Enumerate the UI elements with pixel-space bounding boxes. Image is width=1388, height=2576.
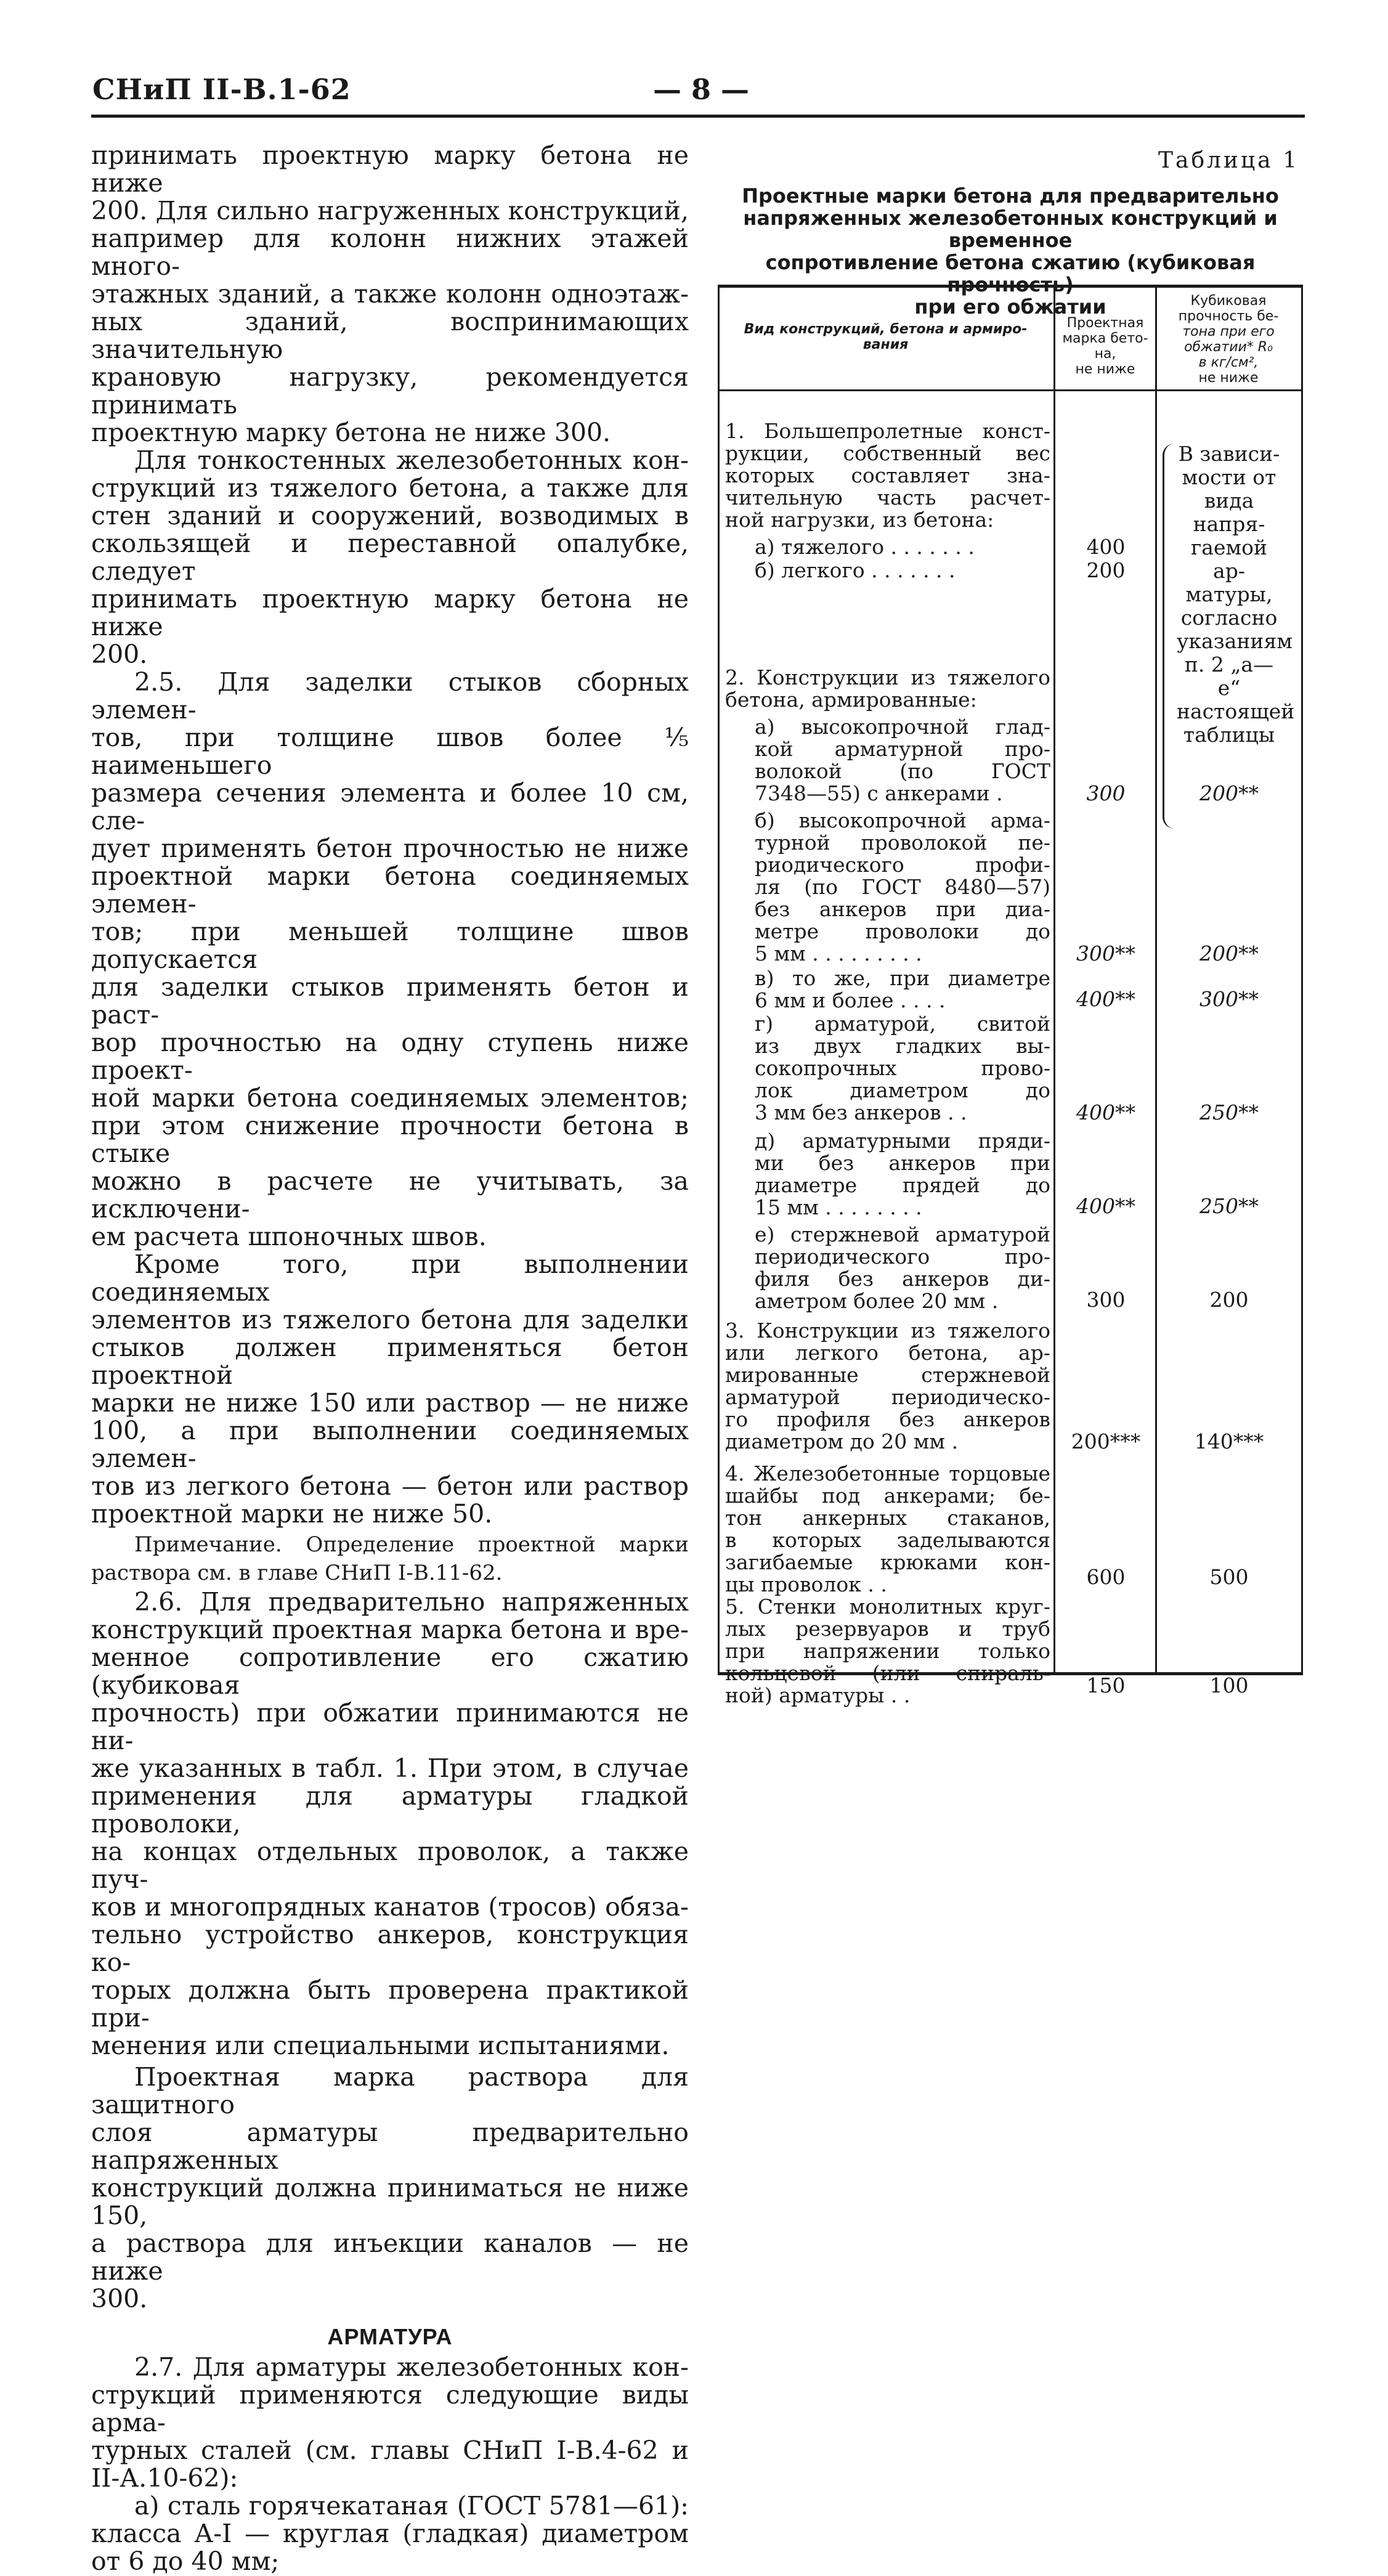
table-column-divider	[1155, 285, 1157, 1674]
text-line: элементов из тяжелого бетона для заделки	[91, 1305, 689, 1335]
cell-line: ной) арматуры . .	[725, 1683, 911, 1707]
header-line: не ниже	[1075, 362, 1135, 377]
table-row-3-grade: 200***	[1071, 1429, 1141, 1453]
text-line: скользящей и переставной опалубке, следует	[91, 529, 689, 586]
header-line: Вид конструкций, бетона и армиро-	[744, 322, 1028, 337]
text-line: менения или специальными испытаниями.	[91, 2031, 670, 2060]
text-line: Проектная марка раствора для защитного	[91, 2062, 689, 2119]
text-line: этажных зданий, а также колонн одноэтаж-	[91, 279, 689, 309]
text-line: 200. Для сильно нагруженных конструкций,	[91, 196, 689, 226]
document-code: СНиП II-В.1-62	[92, 73, 351, 106]
paragraph-intro	[91, 142, 689, 447]
note-line: согласно	[1180, 606, 1278, 630]
text-line: проектную марку бетона не ниже 300.	[91, 418, 611, 447]
table-row-2a-grade: 300	[1086, 781, 1126, 805]
cell-line: б) высокопрочной арма-	[755, 808, 1050, 832]
text-line: прочность) при обжатии принимаются не ни-	[91, 1698, 689, 1755]
table-row-2c-text	[755, 967, 1050, 1012]
text-line: ков и многопрядных канатов (тросов) обяза-	[91, 1892, 689, 1922]
text-line: ной марки бетона соединяемых элементов;	[91, 1083, 689, 1113]
cell-line: риодического профи-	[755, 853, 1050, 877]
text-line: ем расчета шпоночных швов.	[91, 1222, 487, 1251]
text-line: вор прочностью на одну ступень ниже проект-	[91, 1028, 689, 1085]
table-border-right	[1301, 285, 1303, 1674]
table-row-5-grade: 150	[1086, 1673, 1126, 1697]
paragraph-joints	[91, 1251, 689, 1528]
cell-line: е) стержневой арматурой	[755, 1222, 1050, 1246]
cell-line: цы проволок . .	[725, 1572, 887, 1596]
table-row-1b-grade: 200	[1086, 558, 1126, 582]
text-line: тельно устройство анкеров, конструкция ко-	[91, 1920, 689, 1977]
text-line: струкций применяются следующие виды арма-	[91, 2380, 689, 2437]
cell-line: или легкого бетона, ар-	[725, 1341, 1050, 1365]
title-line: напряженных железобетонных конструкций и временное	[743, 206, 1278, 252]
table-header-rule	[718, 389, 1303, 391]
cell-line: ми без анкеров при	[755, 1151, 1050, 1175]
cell-line: метре проволоки до	[755, 919, 1050, 943]
cell-line: которых составляет зна-	[725, 463, 1050, 487]
table-row-4-strength: 500	[1209, 1565, 1249, 1589]
table-row-2d-text	[755, 1013, 1050, 1124]
cell-line: арматурой периодическо-	[725, 1385, 1050, 1409]
note-line: п. 2 „а—е“	[1184, 652, 1274, 700]
text-line: класса А-I — круглая (гладкая) диаметром	[91, 2519, 689, 2548]
table-row-4-grade: 600	[1086, 1565, 1126, 1589]
table-row-2e-strength: 250**	[1199, 1194, 1259, 1218]
text-line: проектной марки не ниже 50.	[91, 1499, 493, 1529]
text-line: можно в расчете не учитывать, за исключени-	[91, 1166, 689, 1224]
text-line: Кроме того, при выполнении соединяемых	[91, 1249, 689, 1307]
cell-line: без анкеров при диа-	[755, 897, 1050, 921]
cell-line: 3 мм без анкеров . .	[755, 1100, 967, 1124]
table-row-1-strength-note	[1177, 442, 1295, 747]
text-line: стен зданий и сооружений, возводимых в	[91, 501, 689, 530]
cell-line: лых резервуаров и труб	[725, 1617, 1050, 1641]
table	[718, 285, 1303, 1677]
table-row-3-text	[725, 1320, 1050, 1453]
text-line: при этом снижение прочности бетона в стыке	[91, 1111, 689, 1168]
header-line: марка бето-	[1062, 331, 1148, 346]
header-line: прочность бе-	[1178, 309, 1279, 324]
cell-line: периодического про-	[755, 1245, 1050, 1269]
note-line: указаниям	[1177, 629, 1293, 653]
text-line: применения для арматуры гладкой проволоки,	[91, 1781, 689, 1839]
cell-line: мированные стержневой	[725, 1363, 1050, 1387]
title-line: Проектные марки бетона для предварительно	[742, 184, 1279, 208]
table-row-2d-grade: 400**	[1076, 1100, 1135, 1124]
table-row-3-strength: 140***	[1194, 1429, 1264, 1453]
header-line: в кг/см²,	[1198, 355, 1259, 370]
text-line: Для тонкостенных железобетонных кон-	[134, 445, 689, 475]
table-row-2e-grade: 400**	[1076, 1194, 1135, 1218]
note-line: таблицы	[1183, 723, 1275, 747]
header-rule	[91, 115, 1305, 118]
table-row-2c-strength: 300**	[1199, 987, 1259, 1011]
table-row-2b-grade: 300**	[1076, 941, 1135, 965]
table-row-1-text	[725, 420, 1050, 531]
text-line: для заделки стыков применять бетон и раст-	[91, 972, 689, 1030]
text-line: проектной марки бетона соединяемых элемен-	[91, 861, 689, 919]
header-line: не ниже	[1198, 370, 1259, 386]
note-line: мости от	[1182, 465, 1276, 489]
text-line: принимать проектную марку бетона не ниже	[91, 584, 689, 641]
table-border-left	[718, 285, 720, 1674]
text-line: на концах отдельных проволок, а также пуч-	[91, 1837, 689, 1894]
text-line: стыков должен применяться бетон проектной	[91, 1333, 689, 1390]
cell-line: б) легкого . . . . . . .	[755, 558, 956, 582]
table-column-divider	[1053, 285, 1055, 1674]
cell-line: при напряжении только	[725, 1639, 1050, 1663]
text-line: тов; при меньшей толщине швов допускается	[91, 917, 689, 974]
cell-line: 1. Большепролетные конст-	[725, 419, 1050, 443]
note-line: Примечание. Определение проектной марки	[134, 1532, 689, 1557]
text-line: дует применять бетон прочностью не ниже	[91, 834, 689, 863]
table-row-2f-strength: 200	[1209, 1288, 1249, 1312]
cell-line: ля (по ГОСТ 8480—57)	[755, 875, 1050, 899]
note-line: вида напря-	[1193, 489, 1265, 536]
table-row-5-text	[725, 1596, 1050, 1662]
text-line: например для колонн нижних этажей много-	[91, 224, 689, 281]
left-column	[91, 142, 689, 2575]
cell-line: лок диаметром до	[755, 1078, 1050, 1102]
text-line: же указанных в табл. 1. При этом, в случае	[91, 1753, 689, 1783]
table-top-rule	[718, 285, 1303, 288]
table-row-2b-text	[755, 810, 1050, 965]
text-line: конструкций проектная марка бетона и вре-	[91, 1615, 689, 1644]
text-line: слоя арматуры предварительно напряженных	[91, 2118, 689, 2175]
table-row-2f-grade: 300	[1086, 1288, 1126, 1312]
text-line: 300.	[91, 2284, 148, 2314]
cell-line: г) арматурой, свитой	[755, 1012, 1050, 1036]
text-line: 100, а при выполнении соединяемых элемен-	[91, 1416, 689, 1473]
paragraph-2-5	[91, 668, 689, 1251]
table-row-4-text	[725, 1463, 1050, 1596]
cell-line: 2. Конструкции из тяжелого	[725, 665, 1050, 689]
header-line: обжатии* R₀	[1184, 339, 1273, 355]
cell-line: диаметре прядей до	[755, 1173, 1050, 1197]
text-line: ных зданий, воспринимающих значительную	[91, 307, 689, 364]
table-row-2-text	[725, 667, 1050, 711]
text-line: конструкций должна приниматься не ниже 150,	[91, 2173, 689, 2230]
text-line: тов, при толщине швов более ⅕ наименьшего	[91, 723, 689, 780]
paragraph-2-7	[91, 2354, 689, 2492]
text-line: турных сталей (см. главы СНиП I-В.4-62 и	[91, 2436, 689, 2465]
cell-line: 15 мм . . . . . . . .	[755, 1195, 922, 1219]
note-line: раствора см. в главе СНиП I-В.11-62.	[91, 1561, 503, 1585]
cell-line: а) высокопрочной глад-	[755, 715, 1050, 739]
cell-line: диаметром до 20 мм .	[725, 1429, 959, 1453]
note-line: гаемой ар-	[1190, 535, 1268, 583]
text-line: 2.7. Для арматуры железобетонных кон-	[134, 2352, 689, 2382]
paragraph-2-7-a	[91, 2492, 689, 2575]
cell-line: рукции, собственный вес	[725, 441, 1050, 465]
cell-line: загибаемые крюками кон-	[725, 1550, 1050, 1574]
table-row-2a-text	[755, 716, 1050, 805]
cell-line: 4. Железобетонные торцовые	[725, 1461, 1050, 1485]
header-line: вания	[862, 337, 909, 352]
text-line: 2.6. Для предварительно напряженных	[134, 1587, 689, 1617]
section-title: АРМАТУРА	[327, 2324, 453, 2349]
header-line: Проектная	[1066, 315, 1144, 331]
table-row-2b-strength: 200**	[1199, 941, 1259, 965]
table-row-1a-grade: 400	[1086, 535, 1126, 559]
column-header-construction	[724, 322, 1047, 352]
note	[91, 1533, 689, 1585]
cell-line: кой арматурной про-	[755, 737, 1050, 761]
cell-line: 5 мм . . . . . . . . .	[755, 941, 922, 965]
cell-line: 6 мм и более . . . .	[755, 988, 946, 1012]
cell-line: филя без анкеров ди-	[755, 1267, 1050, 1291]
text-line: II-А.10-62):	[91, 2463, 238, 2493]
title-line: при его обжатии	[914, 295, 1106, 319]
cell-line: тон анкерных стаканов,	[725, 1506, 1050, 1530]
table-row-2c-grade: 400**	[1076, 987, 1135, 1011]
cell-line: в) то же, при диаметре	[755, 966, 1050, 990]
text-line: крановую нагрузку, рекомендуется принимать	[91, 362, 689, 420]
cell-line: сокопрочных прово-	[755, 1056, 1050, 1080]
header-line: Кубиковая	[1190, 293, 1267, 309]
cell-line: из двух гладких вы-	[755, 1034, 1050, 1058]
page-number: — 8 —	[653, 73, 750, 106]
title-line: сопротивление бетона сжатию (кубиковая прочность)	[765, 251, 1256, 296]
text-line: от 6 до 40 мм;	[91, 2546, 280, 2576]
cell-line: го профиля без анкеров	[725, 1407, 1050, 1431]
table-row-2f-text	[755, 1224, 1050, 1312]
text-line: размера сечения элемента и более 10 см, сле-	[91, 778, 689, 835]
column-header-strength	[1158, 293, 1299, 386]
text-line: марки не ниже 150 или раствор — не ниже	[91, 1388, 689, 1418]
paragraph-2-6	[91, 1588, 689, 2060]
cell-line: кольцевой (или спираль-	[725, 1661, 1050, 1685]
header-line: на,	[1094, 346, 1116, 362]
note-line: В зависи-	[1178, 442, 1280, 466]
table-row-5-strength: 100	[1209, 1673, 1249, 1697]
paragraph-mortar	[91, 2063, 689, 2313]
header-line: тона при его	[1182, 324, 1275, 339]
note-line: настоящей	[1177, 699, 1295, 723]
cell-line: 5. Стенки монолитных круг-	[725, 1595, 1050, 1619]
cell-line: а) тяжелого . . . . . . .	[755, 535, 975, 559]
brace-mark	[1163, 444, 1174, 829]
table-row-2e-text	[755, 1130, 1050, 1219]
table-row-1a-text	[755, 536, 1050, 558]
text-line: тов из легкого бетона — бетон или раствор	[91, 1471, 689, 1501]
table-row-1b-text	[755, 559, 1050, 582]
cell-line: бетона, армированные:	[725, 688, 977, 712]
cell-line: 3. Конструкции из тяжелого	[725, 1318, 1050, 1343]
text-line: 2.5. Для заделки стыков сборных элемен-	[91, 667, 689, 725]
cell-line: 7348—55) с анкерами .	[755, 781, 1003, 805]
text-line: а) сталь горячекатаная (ГОСТ 5781—61):	[134, 2491, 689, 2521]
note-line: матуры,	[1185, 582, 1273, 606]
table-row-5-text-tail	[725, 1662, 1050, 1707]
cell-line: турной проволокой пе-	[755, 831, 1050, 855]
table-label: Таблица 1	[1158, 148, 1299, 173]
cell-line: аметром более 20 мм .	[755, 1289, 999, 1313]
text-line: струкций из тяжелого бетона, а также для	[91, 473, 689, 503]
cell-line: ной нагрузки, из бетона:	[725, 508, 994, 532]
table-row-2a-strength: 200**	[1199, 781, 1259, 805]
cell-line: д) арматурными пряди-	[755, 1129, 1050, 1153]
column-header-grade	[1057, 315, 1154, 377]
paragraph-thin-walled	[91, 447, 689, 668]
text-line: а раствора для инъекции каналов — не ниже	[91, 2229, 689, 2286]
table-row-2d-strength: 250**	[1199, 1100, 1259, 1124]
cell-line: чительную часть расчет-	[725, 486, 1050, 510]
text-line: менное сопротивление его сжатию (кубиковая	[91, 1643, 689, 1700]
cell-line: волокой (по ГОСТ	[755, 759, 1050, 783]
text-line: принимать проектную марку бетона не ниже	[91, 140, 689, 198]
text-line: торых должна быть проверена практикой при-	[91, 1975, 689, 2033]
cell-line: в которых заделываются	[725, 1528, 1050, 1552]
text-line: 200.	[91, 640, 148, 669]
cell-line: шайбы под анкерами; бе-	[725, 1484, 1050, 1508]
